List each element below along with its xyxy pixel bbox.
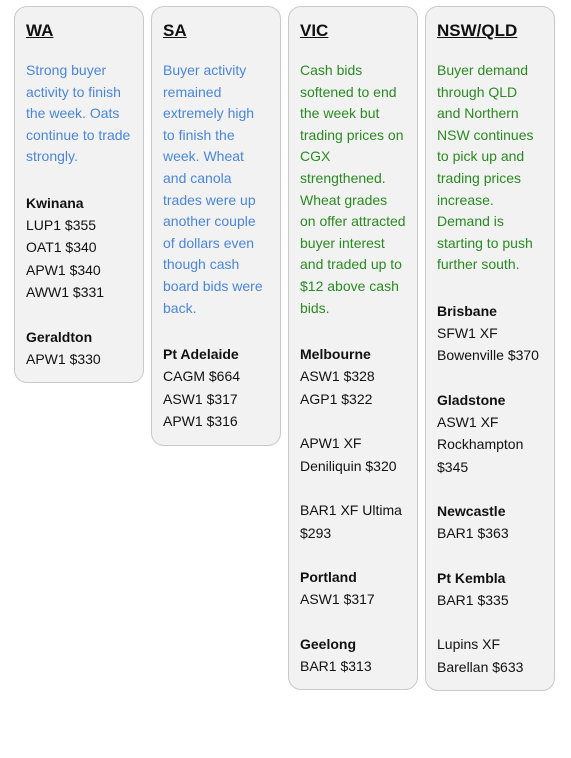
region-card-vic <box>288 6 418 690</box>
price-line: BAR1 $335 <box>437 591 509 608</box>
price-group <box>300 633 406 678</box>
price-group <box>437 567 543 612</box>
price-group <box>26 192 132 304</box>
port-name: Pt Kembla <box>437 569 506 586</box>
price-line: AWW1 $331 <box>26 284 105 301</box>
price-line: BAR1 XF Ultima $293 <box>300 502 402 541</box>
price-group <box>437 633 543 678</box>
price-line: ASW1 XF Rockhampton $345 <box>437 413 524 475</box>
price-group <box>437 389 543 479</box>
price-line: BAR1 $363 <box>437 525 509 542</box>
port-name: Melbourne <box>300 346 371 363</box>
price-line: APW1 $330 <box>26 350 101 367</box>
price-group <box>300 499 406 544</box>
region-description: Cash bids softened to end the week but trading prices on CGX strengthened. Wheat grades on offer attracted buyer interest and traded up to $12 above cash bids. <box>300 62 406 316</box>
price-line: APW1 $316 <box>163 413 238 430</box>
price-line: OAT1 $340 <box>26 239 97 256</box>
price-group <box>163 343 269 433</box>
price-line: Lupins XF Barellan $633 <box>437 636 524 675</box>
price-group <box>300 566 406 611</box>
port-name: Brisbane <box>437 302 497 319</box>
region-card-sa <box>151 6 281 446</box>
price-line: APW1 XF Deniliquin $320 <box>300 435 397 474</box>
region-title: NSW/QLD <box>437 21 518 40</box>
port-name: Pt Adelaide <box>163 346 239 363</box>
price-group <box>26 326 132 371</box>
port-name: Geraldton <box>26 328 93 345</box>
region-title: SA <box>163 21 187 40</box>
region-description: Buyer activity remained extremely high to finish the week. Wheat and canola trades were up another couple of dollars even though cash board bids were back. <box>163 62 263 316</box>
region-card-nsw-qld <box>425 6 555 691</box>
price-line: CAGM $664 <box>163 368 241 385</box>
price-line: APW1 $340 <box>26 261 101 278</box>
price-line: ASW1 $328 <box>300 368 375 385</box>
port-name: Newcastle <box>437 503 506 520</box>
price-group <box>437 500 543 545</box>
price-line: BAR1 $313 <box>300 657 372 674</box>
price-group <box>300 432 406 477</box>
price-group <box>300 343 406 410</box>
region-title: WA <box>26 21 54 40</box>
port-name: Gladstone <box>437 391 506 408</box>
price-group <box>437 300 543 367</box>
port-name: Geelong <box>300 635 357 652</box>
region-title: VIC <box>300 21 329 40</box>
price-line: ASW1 $317 <box>163 390 238 407</box>
region-description: Strong buyer activity to finish the week. Oats continue to trade strongly. <box>26 62 131 165</box>
price-line: ASW1 $317 <box>300 591 375 608</box>
price-line: SFW1 XF Bowenville $370 <box>437 324 539 364</box>
port-name: Kwinana <box>26 194 84 211</box>
region-description: Buyer demand through QLD and Northern NSW continues to pick up and trading prices increase. Demand is starting to push further south. <box>437 62 534 273</box>
region-card-wa <box>14 6 144 383</box>
port-name: Portland <box>300 569 357 586</box>
price-line: LUP1 $355 <box>26 216 97 233</box>
price-line: AGP1 $322 <box>300 390 373 407</box>
